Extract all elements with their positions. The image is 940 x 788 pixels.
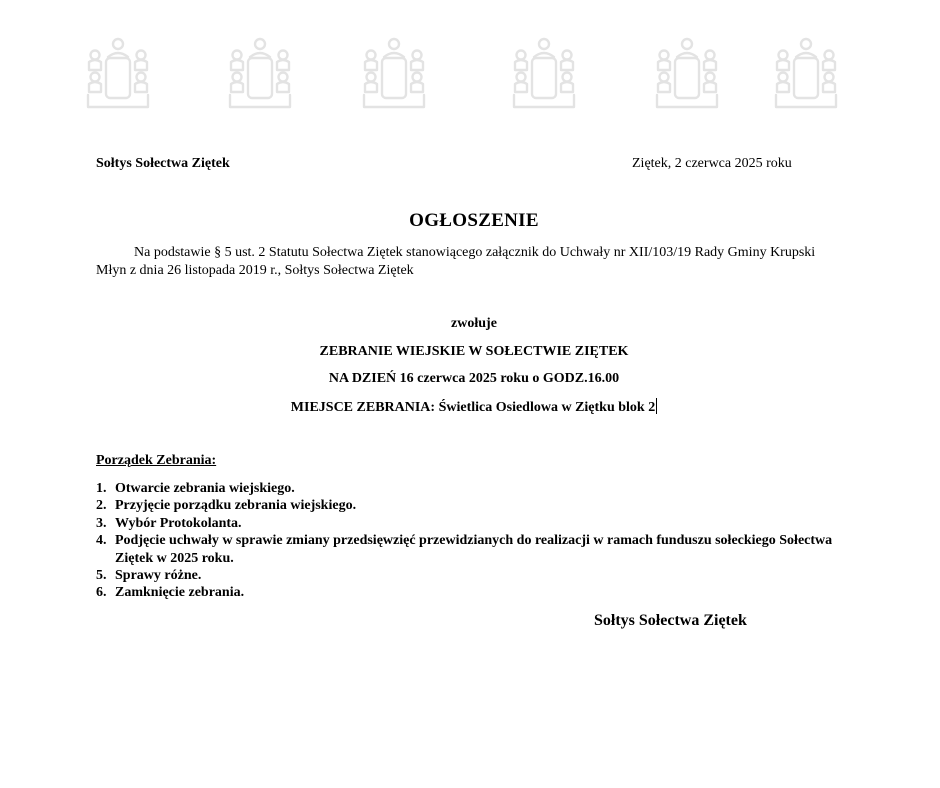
meeting-table-icon: [362, 37, 426, 111]
agenda-item-text: Podjęcie uchwały w sprawie zmiany przedsięwzięć przewidzianych do realizacji w ramach funduszu sołeckiego Sołectwa Ziętek w 2025 roku.: [115, 533, 833, 566]
agenda-item-text: Przyjęcie porządku zebrania wiejskiego.: [115, 498, 357, 514]
agenda-item: [96, 497, 836, 514]
agenda-item: [96, 567, 836, 584]
convene-line: zwołuje: [451, 316, 497, 331]
meeting-table-icon: [774, 37, 838, 111]
place-text: MIEJSCE ZEBRANIA: Świetlica Osiedlowa w Ziętku blok 2: [290, 400, 656, 415]
agenda-item-text: Wybór Protokolanta.: [115, 515, 242, 531]
meeting-line: ZEBRANIE WIEJSKIE W SOŁECTWIE ZIĘTEK: [319, 344, 629, 359]
header-place-date: Ziętek, 2 czerwca 2025 roku: [632, 156, 792, 171]
agenda-item-number: 6.: [96, 585, 107, 601]
place-line[interactable]: [0, 398, 940, 416]
agenda-item: [96, 584, 836, 601]
agenda-item-text: Otwarcie zebrania wiejskiego.: [115, 481, 295, 496]
meeting-table-icon: [655, 37, 719, 111]
date-line: NA DZIEŃ 16 czerwca 2025 roku o GODZ.16.00: [328, 371, 620, 386]
agenda-item: [96, 480, 836, 497]
agenda-item-text: Zamknięcie zebrania.: [115, 585, 245, 601]
signature: Sołtys Sołectwa Ziętek: [594, 612, 747, 629]
watermark-row: [0, 37, 940, 112]
document-title: OGŁOSZENIE: [409, 210, 539, 231]
agenda-heading: Porządek Zebrania:: [96, 453, 217, 468]
intro-paragraph: Na podstawie § 5 ust. 2 Statutu Sołectwa Ziętek stanowiącego załącznik do Uchwały nr XII/103/19 Rady Gminy Krupski Młyn z dnia 26 listopada 2019 r., Sołtys Sołectwa Ziętek: [96, 245, 816, 278]
meeting-table-icon: [228, 37, 292, 111]
agenda-item: [96, 532, 836, 567]
agenda-item-number: 4.: [96, 533, 107, 549]
agenda-item-number: 3.: [96, 515, 107, 531]
text-cursor: [656, 398, 657, 414]
agenda-item-number: 5.: [96, 568, 107, 584]
agenda-item-text: Sprawy różne.: [115, 568, 202, 584]
header-sender: Sołtys Sołectwa Ziętek: [96, 156, 230, 171]
meeting-table-icon: [512, 37, 576, 111]
agenda-item-number: 2.: [96, 498, 107, 514]
meeting-table-icon: [86, 37, 150, 111]
agenda-item: [96, 515, 836, 532]
agenda-item-number: 1.: [96, 481, 107, 496]
agenda-list: [96, 480, 836, 602]
